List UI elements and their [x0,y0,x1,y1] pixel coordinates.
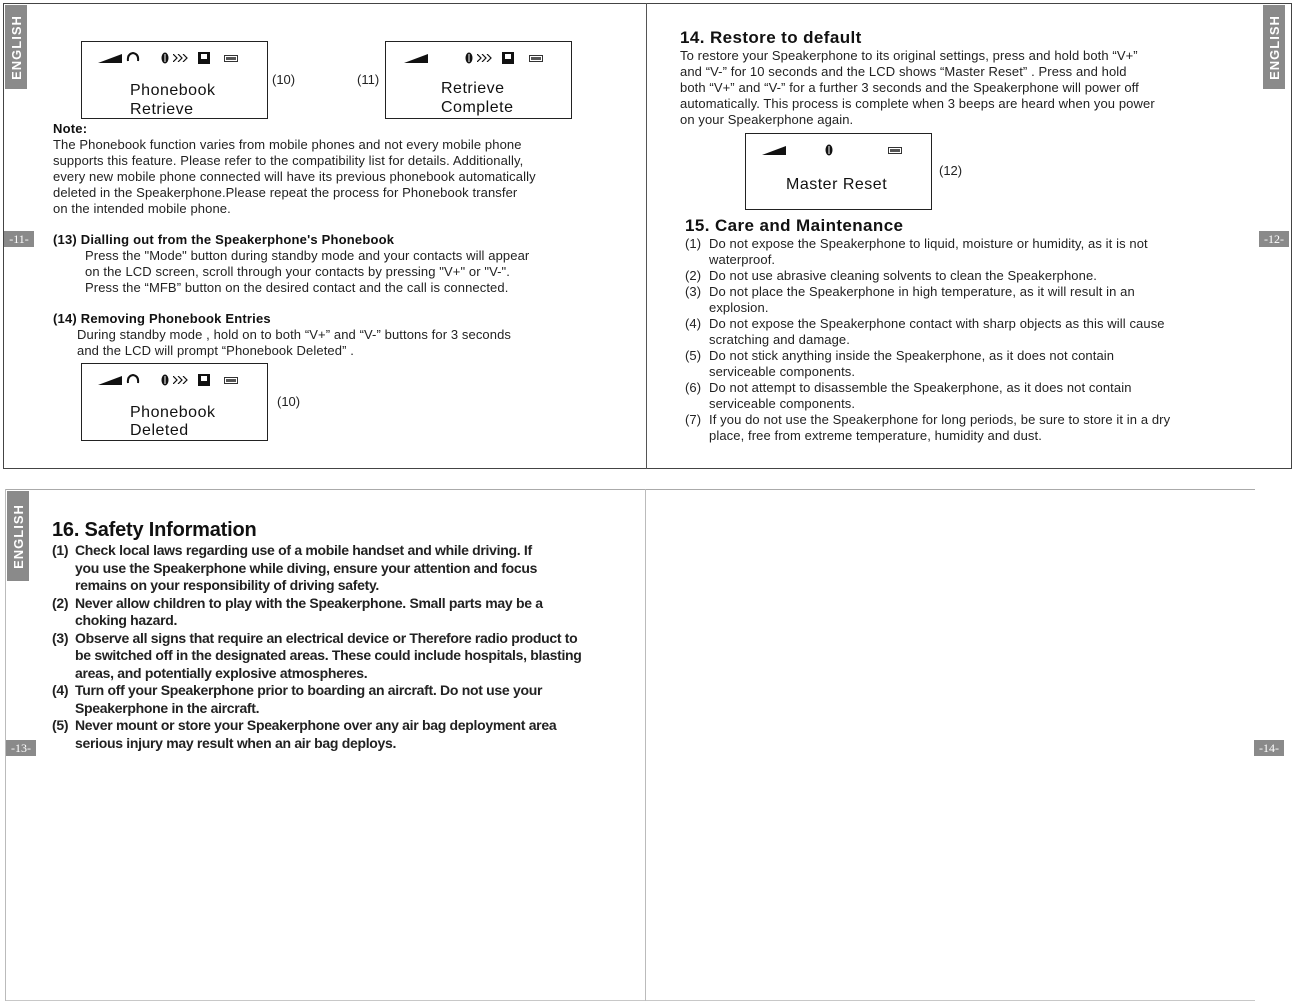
bottom-spread-bottom-rule [5,1000,1255,1001]
section-14-body [77,327,627,359]
section-14-restore-heading: 14. Restore to default [680,28,862,47]
battery-icon [224,377,238,384]
side-tab-english-p11: ENGLISH [5,5,27,89]
bluetooth-icon [161,52,169,64]
section-16-safety-heading: 16. Safety Information [52,519,257,541]
lcd-line-1: Retrieve [441,80,505,97]
figure-ref-11: (11) [357,72,380,87]
note-title: Note: [53,121,88,136]
lcd-master-reset [745,133,932,210]
care-list [685,236,1250,444]
note-line: every new mobile phone connected will have its previous phonebook automatically [53,169,536,184]
list-item: (4) Turn off your Speakerphone prior to boarding an aircraft. Do not use your Speakerphone in the aircraft. [52,682,543,716]
page-number-12: -12- [1259,231,1289,247]
battery-icon [224,55,238,62]
safety-list [52,542,632,752]
note-line: on the intended mobile phone. [53,201,231,216]
section-14-line: and the LCD will prompt “Phonebook Deleted” . [77,343,354,358]
restore-body [680,48,1250,128]
list-item: (1) Do not expose the Speakerphone to liquid, moisture or humidity, as it is not waterproof. [685,236,1148,267]
section-13-body [85,248,625,296]
signal-icon [404,54,428,63]
signal-icon [98,54,122,63]
list-item: (5) Do not stick anything inside the Speakerphone, as it does not contain serviceable components. [685,348,1115,379]
list-item: (5) Never mount or store your Speakerphone over any air bag deployment area serious injury may result when an air bag deploys. [52,717,557,751]
section-14-heading: (14) Removing Phonebook Entries [53,311,271,326]
section-13-line: on the LCD screen, scroll through your contacts by pressing "V+" or "V-". [85,264,510,279]
list-item: (2) Do not use abrasive cleaning solvents to clean the Speakerphone. [685,268,1097,283]
lcd-phonebook-retrieve [81,41,268,119]
list-item: (7) If you do not use the Speakerphone for long periods, be sure to store it in a dry place, free from extreme temperature, humidity and dust. [685,412,1171,443]
transfer-arrows-icon [173,54,189,62]
bluetooth-icon [465,52,473,64]
page-number-13: -13- [6,740,36,756]
side-tab-english-p12: ENGLISH [1263,5,1285,89]
note-line: supports this feature. Please refer to the compatibility list for details. Additionally, [53,153,524,168]
signal-icon [98,376,122,385]
list-item: (1) Check local laws regarding use of a mobile handset and while driving. If you use the Speakerphone while diving, ensure your attention and focus remains on your responsibility of driving safety. [52,542,538,593]
list-item: (4) Do not expose the Speakerphone contact with sharp objects as this will cause scratching and damage. [685,316,1165,347]
top-spread-divider [646,3,647,469]
lcd-phonebook-deleted [81,363,268,441]
list-item: (2) Never allow children to play with the Speakerphone. Small parts may be a choking hazard. [52,594,543,628]
restore-line: both “V+” and “V-” for a further 3 seconds and the Speakerphone will power off [680,80,1139,95]
lcd-line-2: Complete [441,99,514,116]
bluetooth-icon [161,374,169,386]
section-13-line: Press the "Mode" button during standby mode and your contacts will appear [85,248,530,263]
lcd-line-1: Phonebook [130,82,216,99]
list-item: (3) Do not place the Speakerphone in high temperature, as it will result in an explosion. [685,284,1135,315]
page-number-14: -14- [1254,740,1284,756]
restore-line: and “V-” for 10 seconds and the LCD shows “Master Reset” . Press and hold [680,64,1127,79]
lcd-line-2: Deleted [130,422,189,439]
page-number-11: -11- [4,231,34,247]
battery-icon [529,55,543,62]
section-15-care-heading: 15. Care and Maintenance [685,216,904,235]
figure-ref-12: (12) [939,163,963,178]
restore-line: automatically. This process is complete when 3 beeps are heard when you power [680,96,1155,111]
section-13-heading: (13) Dialling out from the Speakerphone's Phonebook [53,232,395,247]
list-item: (6) Do not attempt to disassemble the Speakerphone, as it does not contain serviceable components. [685,380,1132,411]
handset-icon [126,374,140,385]
lcd-line-2: Retrieve [130,101,194,118]
restore-line: on your Speakerphone again. [680,112,854,127]
bluetooth-icon [825,144,833,156]
contact-icon [198,52,210,64]
lcd-line-1: Master Reset [786,176,888,193]
note-block [53,121,633,217]
restore-line: To restore your Speakerphone to its original settings, press and hold both “V+” [680,48,1138,63]
handset-icon [126,52,140,63]
section-13-line: Press the “MFB” button on the desired contact and the call is connected. [85,280,509,295]
signal-icon [762,146,786,155]
section-14-line: During standby mode , hold on to both “V+” and “V-” buttons for 3 seconds [77,327,512,342]
side-tab-english-p13: ENGLISH [7,491,29,581]
note-line: deleted in the Speakerphone.Please repeat the process for Phonebook transfer [53,185,518,200]
contact-icon [502,52,514,64]
figure-ref-10: (10) [277,394,301,409]
bottom-spread-top-rule [5,489,1255,490]
figure-ref-10: (10) [272,72,296,87]
note-line: The Phonebook function varies from mobile phones and not every mobile phone [53,137,522,152]
transfer-arrows-icon [477,54,493,62]
bottom-spread-divider [645,489,646,1001]
contact-icon [198,374,210,386]
lcd-retrieve-complete [385,41,572,119]
lcd-line-1: Phonebook [130,404,216,421]
battery-icon [888,147,902,154]
transfer-arrows-icon [173,376,189,384]
list-item: (3) Observe all signs that require an electrical device or Therefore radio product to be switched off in the designated areas. These could include hospitals, blasting areas, and potentially explosive atmospheres. [52,629,582,681]
